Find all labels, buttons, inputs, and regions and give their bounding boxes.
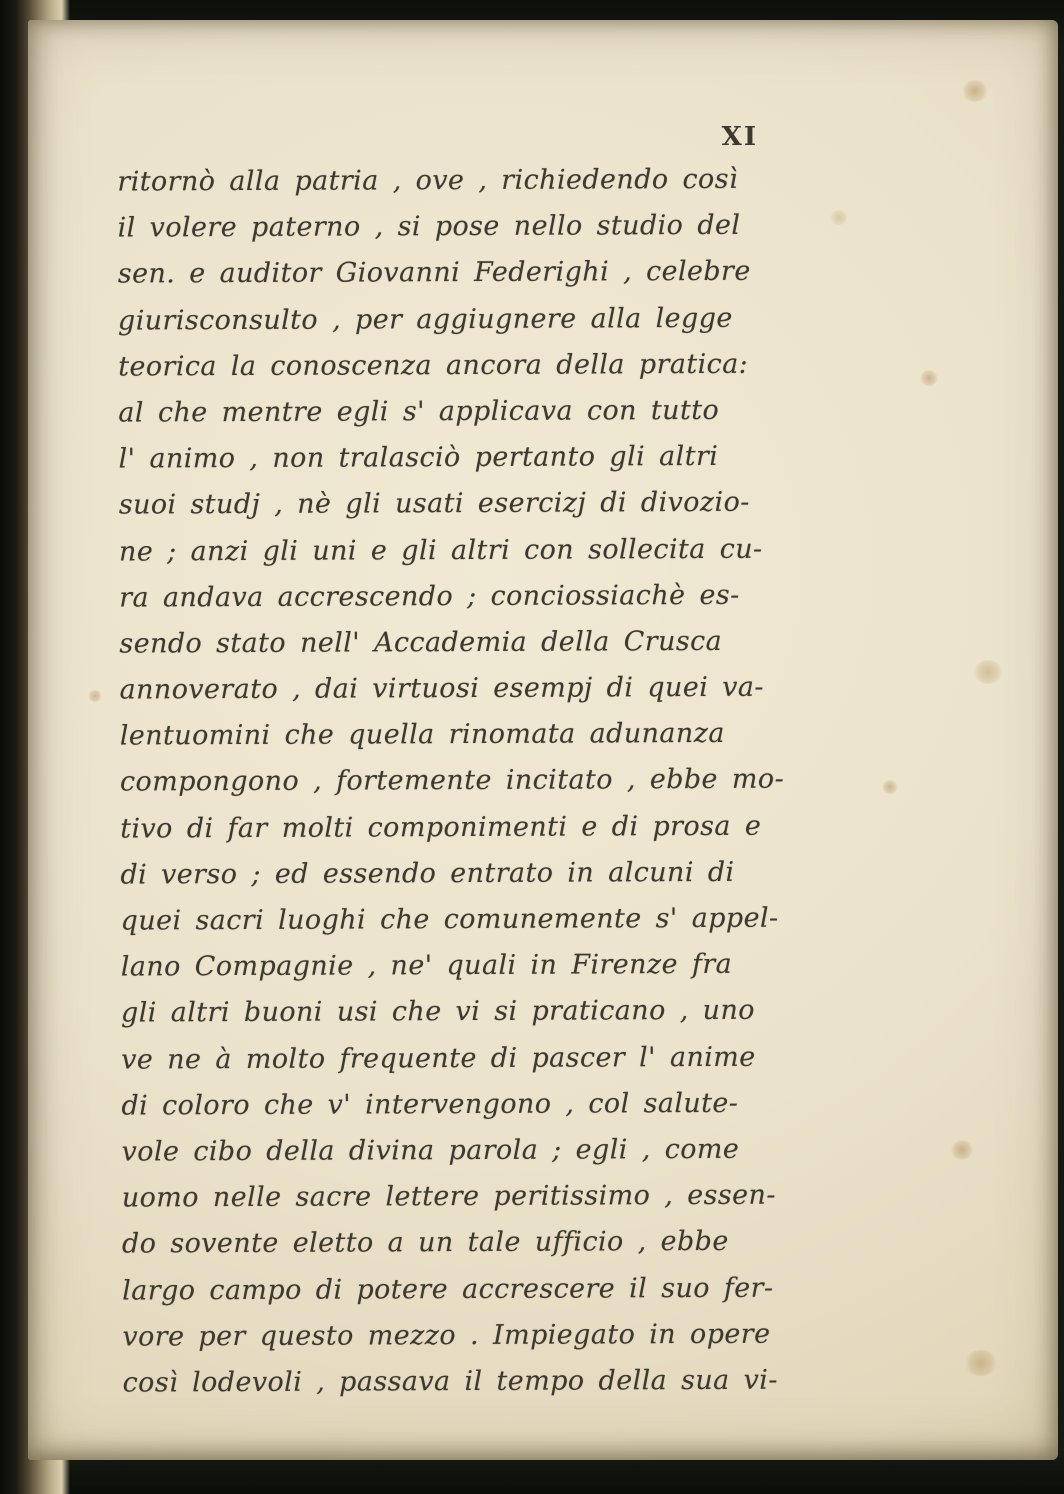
page-body-text (117, 156, 822, 1406)
foxing-spot (962, 80, 988, 102)
text-line: di coloro che v' intervengono , col salute- (121, 1087, 739, 1122)
foxing-spot (951, 1140, 973, 1160)
foxing-spot (973, 660, 1003, 684)
text-line: il volere paterno , si pose nello studio del (117, 210, 741, 244)
foxing-spot (964, 1350, 998, 1376)
text-line: l' animo , non tralasciò pertanto gli altri (118, 441, 719, 475)
text-line: lentuomini che quella rinomata adunanza (119, 718, 725, 752)
text-line: di verso ; ed essendo entrato in alcuni di (120, 856, 735, 891)
text-line: giurisconsulto , per aggiugnere alla legge (117, 302, 733, 337)
text-line: ra andava accrescendo ; conciossiachè es- (119, 579, 740, 614)
text-line: gli altri buoni usi che vi si praticano , uno (120, 995, 755, 1029)
text-line: vore per questo mezzo . Impiegato in opere (122, 1318, 771, 1353)
book-page-paper (28, 20, 1058, 1460)
text-line: compongono , fortemente incitato , ebbe mo- (119, 764, 785, 798)
text-line: lano Compagnie , ne' quali in Firenze fra (120, 949, 733, 983)
text-line: ne ; anzi gli uni e gli altri con sollecita cu- (118, 533, 763, 568)
foxing-spot (88, 690, 102, 702)
text-line: tivo di far molti componimenti e di prosa e (120, 810, 762, 845)
text-line: sen. e auditor Giovanni Federighi , celebre (117, 256, 751, 290)
page-number: XI (721, 122, 758, 152)
text-line: suoi studj , nè gli usati esercizj di divozio- (118, 487, 750, 521)
text-line: teorica la conoscenza ancora della pratica: (118, 348, 749, 383)
text-line: ritornò alla patria , ove , richiedendo così (117, 163, 739, 198)
text-line: annoverato , dai virtuosi esempj di quei va- (119, 671, 764, 706)
text-line: ve ne à molto frequente di pascer l' anime (121, 1041, 756, 1076)
foxing-spot (882, 780, 898, 794)
text-line: sendo stato nell' Accademia della Crusca (119, 625, 723, 660)
text-line: vole cibo della divina parola ; egli , come (121, 1133, 740, 1168)
foxing-spot (920, 370, 938, 386)
text-line: così lodevoli , passava il tempo della sua vi- (122, 1364, 778, 1399)
text-line: uomo nelle sacre lettere peritissimo , essen- (121, 1179, 776, 1214)
text-line: do sovente eletto a un tale ufficio , ebbe (121, 1226, 729, 1260)
text-line: al che mentre egli s' applicava con tutto (118, 394, 720, 429)
text-line: quei sacri luoghi che comunemente s' appel- (120, 902, 779, 937)
foxing-spot (830, 210, 848, 225)
text-line: largo campo di potere accrescere il suo fer- (122, 1272, 774, 1307)
